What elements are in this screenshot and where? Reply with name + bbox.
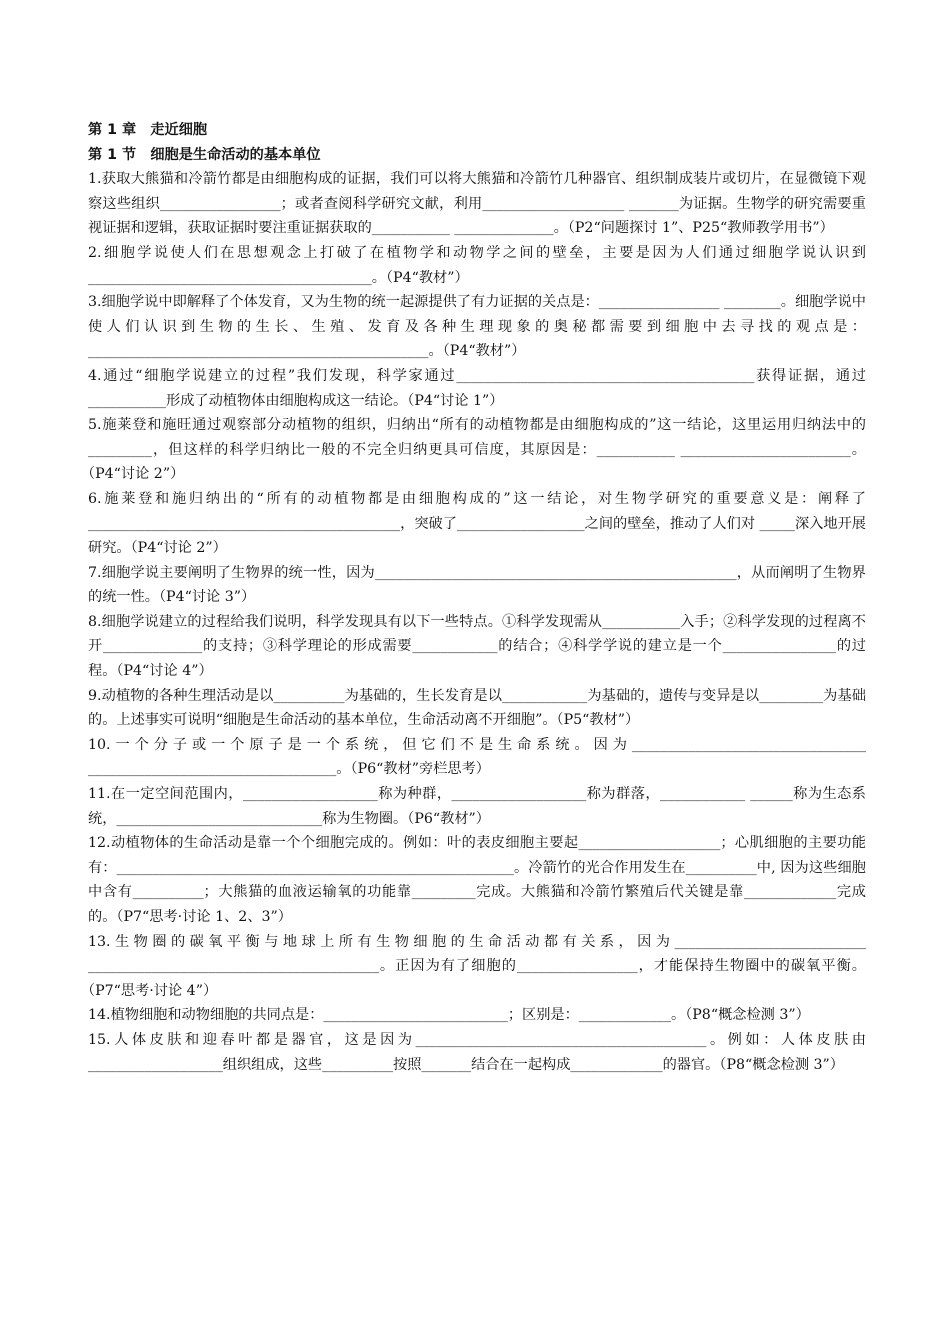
question-14	[88, 1003, 866, 1028]
question-text: 9.动植物的各种生理活动是以__________为基础的，生长发育是以____________为基础的，遗传与变异是以_________为基础的。上述事实可说明“细胞是生命活动的基本单位，生命活动离不开细胞”。	[88, 687, 866, 729]
question-5	[88, 413, 866, 487]
question-text: 3.细胞学说中即解释了个体发育，又为生物的统一起源提供了有力证据的关点是：_________________ ________。细胞学说中使人们认识到生物的生长、生殖、发育及各种生理现象的奥秘都需要到细胞中去寻找的观点是：________________________________________________。	[88, 294, 866, 360]
question-12	[88, 831, 866, 929]
page-reference: （P2“问题探讨 1”、P25“教师教学用书”）	[567, 220, 834, 237]
question-text: 12.动植物体的生命活动是靠一个个细胞完成的。例如：叶的表皮细胞主要起____________________；心肌细胞的主要功能有：________________________________________________________。冷箭竹的光合作用发生在__________中, 因为这些细胞中含有__________；大熊猫的血液运输氧的功能靠_________完成。大熊猫和冷箭竹繁殖后代关键是靠_____________完成的。	[88, 835, 866, 925]
question-text: 7.细胞学说主要阐明了生物界的统一性，因为___________________________________________________，从而阐明了生物界的统一性。	[88, 564, 866, 606]
page-reference: （P8“概念检测 3”）	[685, 1007, 810, 1024]
question-4	[88, 364, 866, 413]
question-text: 2.细胞学说使人们在思想观念上打破了在植物学和动物学之间的壁垒，主要是因为人们通过细胞学说认识到________________________________________。	[88, 244, 866, 286]
question-3	[88, 290, 866, 364]
question-text: 10.一个分子或一个原子是一个系统，但它们不是生命系统。因为_________________________________ ___________________________________。	[88, 736, 866, 778]
question-text: 4.通过“细胞学说建立的过程”我们发现，科学家通过__________________________________________获得证据，通过___________形成了动植物体由细胞构成这一结论。	[88, 367, 866, 409]
question-text: 14.植物细胞和动物细胞的共同点是：__________________________；区别是：_____________。	[88, 1007, 686, 1024]
page-reference: （P4“讨论 2”）	[130, 540, 227, 557]
page-reference: （P5“教材”）	[556, 712, 640, 729]
page-reference: （P4“讨论 1”）	[407, 392, 504, 409]
page-reference: （P8“概念检测 3”）	[719, 1056, 844, 1073]
page-reference: （P6“教材”旁栏思考）	[350, 761, 490, 778]
question-text: 13.生物圈的碳氧平衡与地球上所有生物细胞的生命活动都有关系，因为___________________________ _________________________________________。正因为有了细胞的_________________，才能保持生物圈中的碳氧平衡。	[88, 933, 866, 975]
page-reference: （P4“讨论 2”）	[88, 466, 185, 483]
question-2	[88, 241, 866, 290]
page-reference: （P4“讨论 3”）	[158, 589, 256, 606]
page-reference: （P4“教材”）	[385, 269, 469, 286]
question-1	[88, 167, 866, 241]
section-title: 第 1 节 细胞是生命活动的基本单位	[88, 146, 321, 163]
question-text: 8.细胞学说建立的过程给我们说明，科学发现具有以下一些特点。①科学发现需从___________入手；②科学发现的过程离不开______________的支持；③科学理论的形成需要____________的结合；④科学学说的建立是一个________________的过程。	[88, 613, 866, 680]
page-reference: （P7“思考·讨论 4”）	[88, 982, 218, 999]
worksheet-page	[88, 118, 866, 1077]
question-9	[88, 684, 866, 733]
question-8	[88, 610, 866, 684]
page-reference: （P4“讨论 4”）	[116, 663, 213, 680]
question-text: 6.施莱登和施归纳出的“所有的动植物都是由细胞构成的”这一结论，对生物学研究的重要意义是：阐释了____________________________________________，突破了__________________之间的壁垒，推动了人们对 _____深入地开展研究。	[88, 490, 866, 557]
question-7	[88, 561, 866, 610]
question-text: 11.在一定空间范围内，___________________称为种群，___________________称为群落，____________ ______称为生态系统，_____________________________称为生物圈。	[88, 786, 866, 827]
question-6	[88, 487, 866, 561]
question-text: 5.施莱登和施旺通过观察部分动植物的组织，归纳出“所有的动植物都是由细胞构成的”这一结论，这里运用归纳法中的_________，但这样的科学归纳比一般的不完全归纳更具可信度，其原因是：___________ ________________________。	[88, 417, 866, 458]
question-11	[88, 782, 866, 831]
question-13	[88, 930, 866, 1004]
chapter-title: 第 1 章 走近细胞	[88, 122, 208, 138]
question-10	[88, 733, 866, 782]
page-reference: （P6“教材”）	[407, 810, 490, 827]
page-reference: （P7“思考·讨论 1、2、3”）	[116, 909, 292, 925]
question-text: 1.获取大熊猫和冷箭竹都是由细胞构成的证据，我们可以将大熊猫和冷箭竹几种器官、组织制成装片或切片，在显微镜下观察这些组织_________________；或者查阅科学研究文献，利用____________________ _______为证据。生物学的研究需要重视证据和逻辑，获取证据时要注重证据获取的___________ ______________。	[88, 171, 866, 237]
question-15	[88, 1028, 866, 1077]
page-reference: （P4“教材”）	[442, 343, 526, 360]
question-text: 15.人体皮肤和迎春叶都是器官，这是因为_________________________________________。例如：人体皮肤由___________________组织组成，这些__________按照_______结合在一起构成_____________的器官。	[88, 1031, 866, 1073]
